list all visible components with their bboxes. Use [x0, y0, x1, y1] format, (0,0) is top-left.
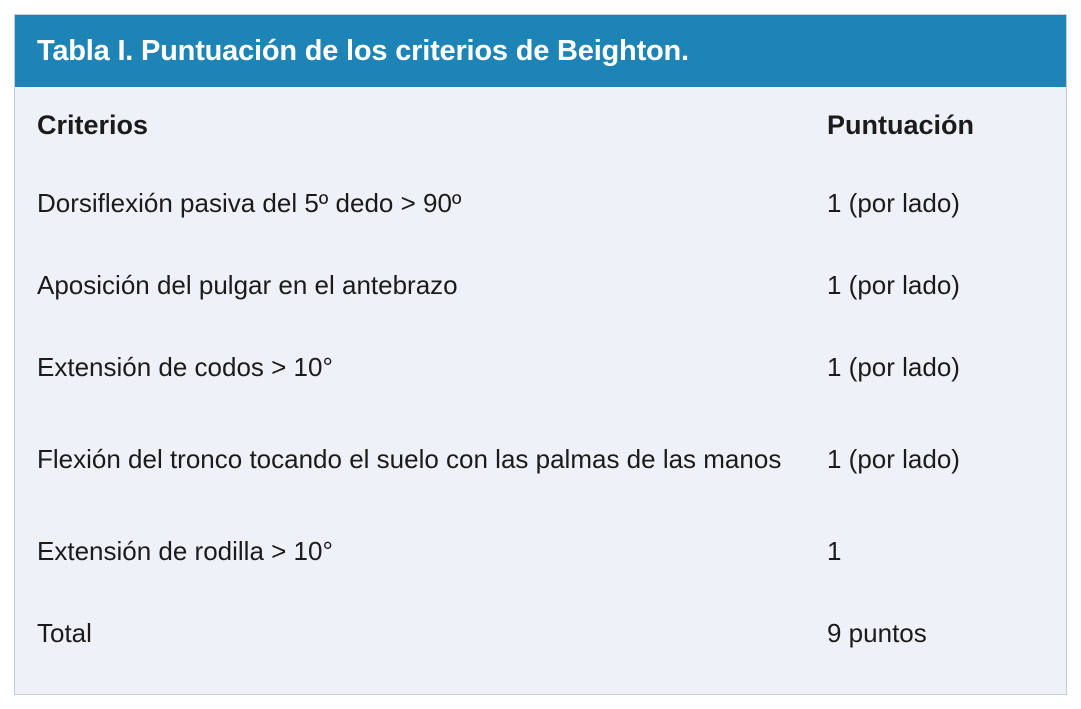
table-column-headers [37, 87, 1044, 163]
table-row [37, 409, 1044, 511]
table-row [37, 327, 1044, 409]
table-header [15, 15, 1066, 87]
table-row [37, 163, 1044, 245]
table-row [37, 593, 1044, 675]
row-criteria: Extensión de rodilla > 10° [37, 536, 333, 567]
row-criteria: Aposición del pulgar en el antebrazo [37, 270, 458, 301]
row-criteria: Flexión del tronco tocando el suelo con las palmas de las manos [37, 444, 782, 475]
row-score: 1 (por lado) [827, 188, 960, 219]
row-score: 1 [827, 536, 842, 567]
column-header-criteria: Criterios [37, 109, 149, 140]
column-header-score: Puntuación [827, 109, 974, 140]
table-row [37, 511, 1044, 593]
beighton-score-table [14, 14, 1067, 695]
row-criteria: Extensión de codos > 10° [37, 352, 333, 383]
table-title: Tabla I. Puntuación de los criterios de Beighton. [37, 34, 689, 67]
table-row [37, 245, 1044, 327]
row-score: 1 (por lado) [827, 352, 960, 383]
row-score: 9 puntos [827, 618, 927, 649]
row-score: 1 (por lado) [827, 444, 960, 475]
row-criteria: Total [37, 618, 92, 649]
row-criteria: Dorsiflexión pasiva del 5º dedo > 90º [37, 188, 462, 219]
row-score: 1 (por lado) [827, 270, 960, 301]
table-body [15, 87, 1066, 675]
